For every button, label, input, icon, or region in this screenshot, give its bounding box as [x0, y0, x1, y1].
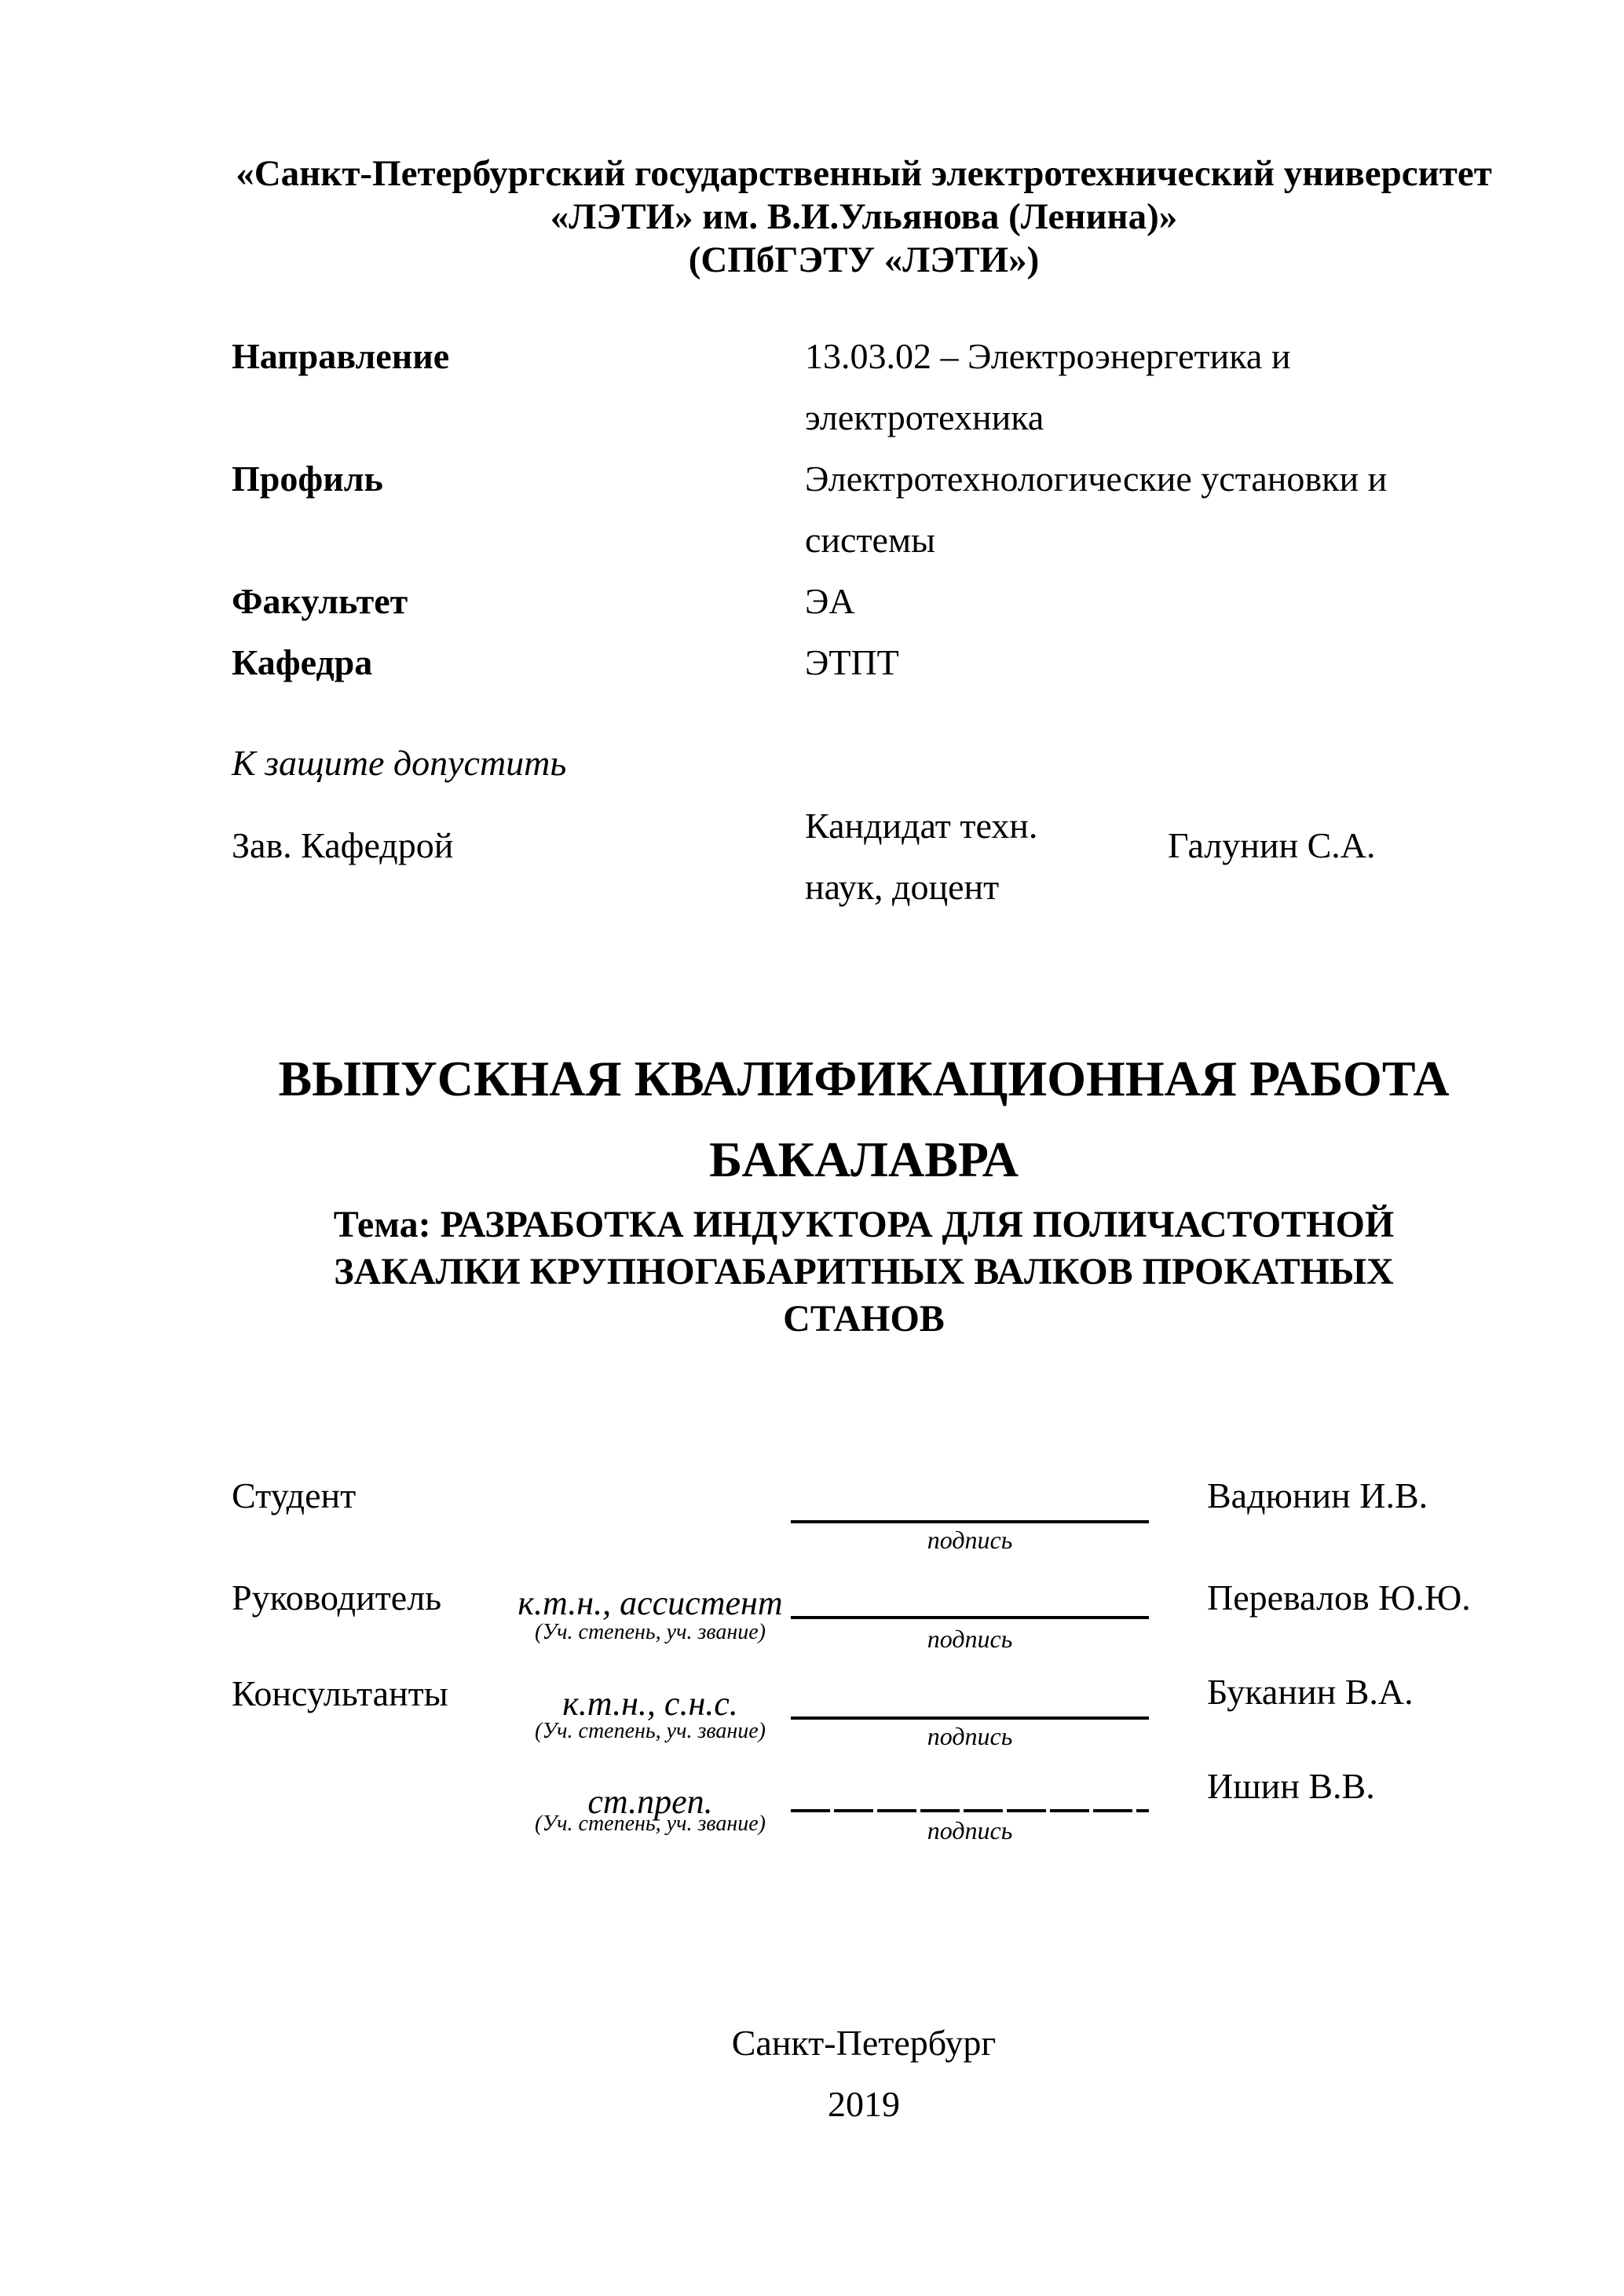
student-label: Студент — [232, 1475, 357, 1515]
head-of-department-name: Галунин С.А. — [1168, 825, 1376, 865]
head-of-department-degree — [805, 795, 1037, 918]
consultant1-degree: к.т.н., с.н.с. — [562, 1684, 738, 1723]
supervisor-degree: к.т.н., ассистент — [518, 1584, 783, 1622]
faculty-label: Факультет — [232, 581, 408, 621]
student-sign-caption: подпись — [927, 1526, 1013, 1554]
direction-label: Направление — [232, 336, 450, 376]
profile-value-line-1: Электротехнологические установки и — [805, 459, 1388, 499]
consultant2-degree: ст.преп. — [587, 1782, 713, 1821]
department-label: Кафедра — [232, 642, 373, 682]
thesis-theme — [232, 1201, 1496, 1343]
profile-value-line-2: системы — [805, 520, 935, 560]
profile-value — [805, 448, 1387, 571]
profile-label: Профиль — [232, 459, 383, 499]
work-title-line-2: БАКАЛАВРА — [708, 1132, 1019, 1187]
university-header — [232, 152, 1496, 282]
supervisor-degree-caption: (Уч. степень, уч. звание) — [535, 1620, 766, 1644]
department-value: ЭТПТ — [805, 642, 899, 682]
footer-city: Санкт-Петербург — [731, 2023, 997, 2063]
faculty-value: ЭА — [805, 581, 855, 621]
consultant2-name: Ишин В.В. — [1207, 1766, 1375, 1806]
direction-value — [805, 326, 1290, 448]
direction-value-line-1: 13.03.02 – Электроэнергетика и — [805, 336, 1291, 376]
theme-line-2: ЗАКАЛКИ КРУПНОГАБАРИТНЫХ ВАЛКОВ ПРОКАТНЫХ — [334, 1251, 1394, 1292]
theme-line-3: СТАНОВ — [783, 1298, 945, 1340]
university-name-line-1: «Санкт-Петербургский государственный электротехнический университет — [236, 153, 1492, 194]
theme-line-1: Тема: РАЗРАБОТКА ИНДУКТОРА ДЛЯ ПОЛИЧАСТОТНОЙ — [333, 1204, 1395, 1245]
consultant2-degree-caption: (Уч. степень, уч. звание) — [535, 1812, 766, 1836]
work-title-line-1: ВЫПУСКНАЯ КВАЛИФИКАЦИОННАЯ РАБОТА — [278, 1051, 1450, 1106]
consultant2-sign-caption: подпись — [927, 1816, 1013, 1844]
university-name-line-2: «ЛЭТИ» им. В.И.Ульянова (Ленина)» — [550, 196, 1178, 237]
supervisor-name: Перевалов Ю.Ю. — [1207, 1578, 1471, 1618]
footer — [232, 2013, 1496, 2135]
supervisor-signature-line — [791, 1616, 1149, 1619]
head-degree-line-2: наук, доцент — [805, 867, 1000, 907]
admission-intro: К защите допустить — [232, 743, 567, 783]
head-of-department-label: Зав. Кафедрой — [232, 825, 454, 865]
supervisor-label: Руководитель — [232, 1578, 442, 1618]
student-signature-line — [791, 1520, 1149, 1523]
consultants-label: Консультанты — [232, 1673, 448, 1713]
consultant2-signature-line — [791, 1809, 1149, 1812]
footer-year: 2019 — [828, 2084, 900, 2124]
consultant1-signature-line — [791, 1717, 1149, 1720]
consultant1-degree-caption: (Уч. степень, уч. звание) — [535, 1719, 766, 1743]
university-name-line-3: (СПбГЭТУ «ЛЭТИ») — [688, 239, 1040, 280]
consultant1-name: Буканин В.А. — [1207, 1672, 1414, 1712]
head-degree-line-1: Кандидат техн. — [805, 806, 1038, 846]
consultant1-sign-caption: подпись — [927, 1722, 1013, 1750]
supervisor-sign-caption: подпись — [927, 1625, 1013, 1653]
student-name: Вадюнин И.В. — [1207, 1475, 1428, 1515]
direction-value-line-2: электротехника — [805, 397, 1044, 437]
